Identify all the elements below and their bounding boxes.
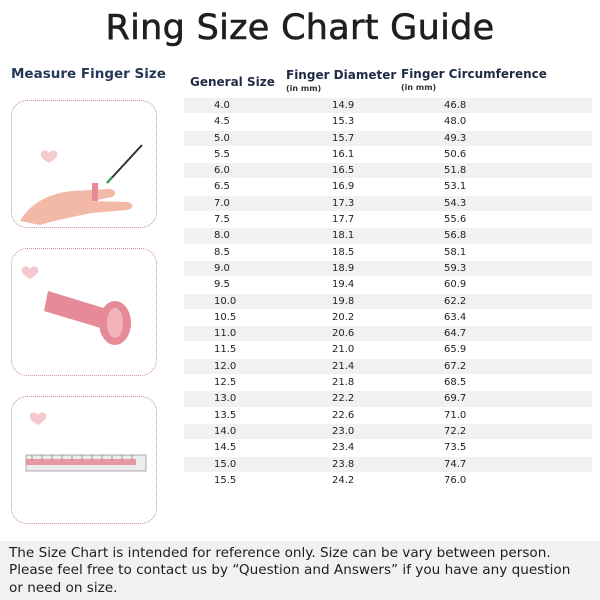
col-header-diameter-unit: (in mm) <box>286 84 322 93</box>
size-cell: 11.5 <box>214 344 237 356</box>
table-row <box>184 294 592 310</box>
table-row <box>184 114 592 130</box>
table-row <box>184 98 592 114</box>
title-bar <box>0 0 600 56</box>
diameter-cell: 17.7 <box>332 214 355 226</box>
diameter-cell: 23.4 <box>332 442 355 454</box>
disclaimer-line-2: Please feel free to contact us by “Question and Answers” if you have any question <box>9 562 571 579</box>
size-cell: 10.5 <box>214 311 237 323</box>
size-rows <box>184 98 592 489</box>
size-cell: 15.5 <box>214 474 237 486</box>
diameter-cell: 17.3 <box>332 197 355 209</box>
table-row <box>184 228 592 244</box>
table-row <box>184 375 592 391</box>
measure-finger-size-label: Measure Finger Size <box>11 66 166 82</box>
table-row <box>184 408 592 424</box>
circumference-cell: 72.2 <box>444 425 467 437</box>
circumference-cell: 48.0 <box>444 116 467 128</box>
table-row <box>184 457 592 473</box>
size-cell: 9.0 <box>214 262 230 274</box>
circumference-cell: 76.0 <box>444 474 467 486</box>
size-cell: 12.0 <box>214 360 237 372</box>
size-cell: 8.0 <box>214 230 230 242</box>
col-header-finger-diameter: Finger Diameter <box>286 68 397 82</box>
table-row <box>184 277 592 293</box>
diameter-cell: 15.7 <box>332 132 355 144</box>
table-row <box>184 473 592 489</box>
table-row <box>184 342 592 358</box>
diameter-cell: 14.9 <box>332 100 355 111</box>
ruler-illustration <box>11 396 157 524</box>
size-cell: 6.5 <box>214 181 230 193</box>
heart-icon <box>30 412 47 425</box>
size-cell: 8.5 <box>214 246 230 258</box>
circumference-cell: 67.2 <box>444 360 467 372</box>
paper-strip-illustration <box>11 248 157 376</box>
table-row <box>184 391 592 407</box>
table-row <box>184 440 592 456</box>
circumference-cell: 55.6 <box>444 214 467 226</box>
size-cell: 10.0 <box>214 295 237 307</box>
table-row <box>184 196 592 212</box>
size-cell: 6.0 <box>214 165 230 177</box>
table-row <box>184 212 592 228</box>
diameter-cell: 18.9 <box>332 262 355 274</box>
circumference-cell: 71.0 <box>444 409 467 421</box>
circumference-cell: 69.7 <box>444 393 467 405</box>
table-row <box>184 147 592 163</box>
diameter-cell: 19.8 <box>332 295 355 307</box>
size-cell: 13.5 <box>214 409 237 421</box>
size-cell: 5.5 <box>214 148 230 160</box>
size-cell: 4.5 <box>214 116 230 128</box>
disclaimer-line-3: or need on size. <box>9 579 118 596</box>
circumference-cell: 73.5 <box>444 442 467 454</box>
diameter-cell: 15.3 <box>332 116 355 128</box>
diameter-cell: 23.0 <box>332 425 355 437</box>
table-row <box>184 179 592 195</box>
table-row <box>184 245 592 261</box>
size-cell: 4.0 <box>214 100 230 111</box>
diameter-cell: 21.0 <box>332 344 355 356</box>
page-title: Ring Size Chart Guide <box>105 8 495 48</box>
circumference-cell: 74.7 <box>444 458 467 470</box>
circumference-cell: 50.6 <box>444 148 467 160</box>
size-cell: 7.0 <box>214 197 230 209</box>
circumference-cell: 59.3 <box>444 262 467 274</box>
diameter-cell: 22.6 <box>332 409 355 421</box>
measure-panel <box>0 60 180 540</box>
table-row <box>184 326 592 342</box>
diameter-cell: 21.4 <box>332 360 355 372</box>
diameter-cell: 16.9 <box>332 181 355 193</box>
size-cell: 14.5 <box>214 442 237 454</box>
size-cell: 14.0 <box>214 425 237 437</box>
circumference-cell: 68.5 <box>444 377 467 389</box>
size-cell: 5.0 <box>214 132 230 144</box>
hand-measure-illustration <box>11 100 157 228</box>
circumference-cell: 62.2 <box>444 295 467 307</box>
diameter-cell: 16.1 <box>332 148 355 160</box>
table-row <box>184 310 592 326</box>
circumference-cell: 63.4 <box>444 311 467 323</box>
table-row <box>184 131 592 147</box>
table-row <box>184 163 592 179</box>
heart-icon <box>22 266 39 279</box>
circumference-cell: 46.8 <box>444 100 467 111</box>
diameter-cell: 16.5 <box>332 165 355 177</box>
diameter-cell: 19.4 <box>332 279 355 291</box>
table-row <box>184 359 592 375</box>
table-row <box>184 424 592 440</box>
circumference-cell: 51.8 <box>444 165 467 177</box>
circumference-cell: 56.8 <box>444 230 467 242</box>
table-row <box>184 261 592 277</box>
circumference-cell: 58.1 <box>444 246 467 258</box>
size-cell: 7.5 <box>214 214 230 226</box>
circumference-cell: 60.9 <box>444 279 467 291</box>
diameter-cell: 21.8 <box>332 377 355 389</box>
disclaimer-footer <box>0 541 600 600</box>
circumference-cell: 49.3 <box>444 132 467 144</box>
diameter-cell: 24.2 <box>332 474 355 486</box>
col-header-general-size: General Size <box>190 75 275 89</box>
diameter-cell: 20.2 <box>332 311 355 323</box>
circumference-cell: 65.9 <box>444 344 467 356</box>
diameter-cell: 23.8 <box>332 458 355 470</box>
diameter-cell: 18.5 <box>332 246 355 258</box>
size-cell: 12.5 <box>214 377 237 389</box>
diameter-cell: 20.6 <box>332 328 355 340</box>
col-header-circumference-unit: (in mm) <box>401 83 437 92</box>
size-cell: 15.0 <box>214 458 237 470</box>
circumference-cell: 54.3 <box>444 197 467 209</box>
size-cell: 11.0 <box>214 328 237 340</box>
size-cell: 13.0 <box>214 393 237 405</box>
disclaimer-line-1: The Size Chart is intended for reference only. Size can be vary between person. <box>9 545 551 561</box>
diameter-cell: 22.2 <box>332 393 355 405</box>
size-cell: 9.5 <box>214 279 230 291</box>
circumference-cell: 64.7 <box>444 328 467 340</box>
heart-icon <box>41 150 58 163</box>
circumference-cell: 53.1 <box>444 181 467 193</box>
diameter-cell: 18.1 <box>332 230 355 242</box>
col-header-finger-circumference: Finger Circumference <box>401 67 547 81</box>
size-table <box>180 60 600 540</box>
